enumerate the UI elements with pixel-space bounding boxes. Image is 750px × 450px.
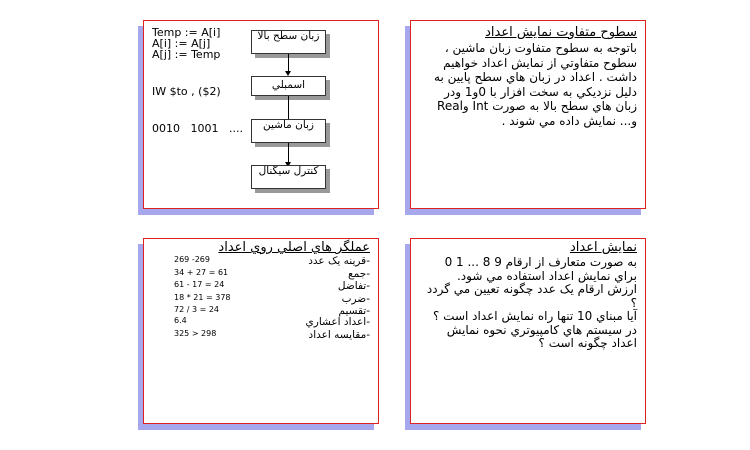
slide-language-levels	[143, 20, 379, 209]
flow-box-machine: زبان ماشين	[251, 119, 326, 143]
slide-frame	[143, 20, 379, 209]
example-expression: 61 - 17 = 24	[174, 280, 225, 289]
operator-label: -ضرب	[341, 293, 370, 305]
list-item	[144, 293, 378, 305]
operator-label: -قرينه يک عدد	[308, 255, 370, 267]
list-item	[144, 329, 378, 341]
down-arrow-icon	[288, 96, 289, 120]
operator-label: -تفاضل	[337, 280, 370, 292]
slide-number-representation	[410, 238, 646, 424]
example-expression: 6.4	[174, 316, 187, 325]
list-item	[144, 280, 378, 292]
slide-title: سطوح متفاوت نمايش اعداد	[485, 25, 637, 40]
paragraph: آيا مبناي 10 تنها راه نمايش اعداد است ؟	[432, 309, 637, 323]
slide-title: عملگر هاي اصلي روي اعداد	[218, 240, 370, 255]
code-line: A[j] := Temp	[152, 48, 221, 61]
flow-box-control-signal: کنترل سيگنال	[251, 165, 326, 189]
example-expression: 325 > 298	[174, 329, 217, 338]
slide-frame	[410, 20, 646, 209]
paragraph: ارزش ارقام يک عدد چگونه تعيين مي گردد ؟	[426, 282, 637, 310]
code-line: A[i] := A[j]	[152, 37, 211, 50]
list-item	[144, 316, 378, 328]
slide-operators	[143, 238, 379, 424]
slide-frame	[410, 238, 646, 424]
flow-box-assembly: اسمبلي	[251, 76, 326, 96]
operator-label: -تقسيم	[338, 305, 370, 317]
paragraph: به صورت متعارف از ارقام 9 8 ... 1 0 براي نمايش اعداد استفاده مي شود.	[444, 255, 637, 283]
binary-line: 0010 1001 ....	[152, 122, 243, 135]
example-expression: 34 + 27 = 61	[174, 268, 229, 277]
slide-title: نمايش اعداد	[569, 240, 637, 255]
list-item	[144, 268, 378, 280]
slide-frame	[143, 238, 379, 424]
flow-box-high-level: زبان سطح بالا	[251, 30, 326, 54]
down-arrow-icon	[288, 54, 289, 72]
down-arrow-icon	[288, 143, 289, 163]
slide-number-levels	[410, 20, 646, 209]
list-item	[144, 255, 378, 267]
example-expression: 269 -269	[174, 255, 210, 264]
operator-label: -مقايسه اعداد	[308, 329, 370, 341]
example-expression: 18 * 21 = 378	[174, 293, 231, 302]
operator-label: -جمع	[348, 268, 370, 280]
operator-label: -اعداد اعشاري	[305, 316, 370, 328]
paragraph: در سيستم هاي کامپيوتري نحوه نمايش اعداد چگونه است ؟	[446, 322, 637, 350]
assembly-line: IW $to , ($2)	[152, 85, 221, 98]
slide-body: باتوجه به سطوح متفاوت زبان ماشين ، سطوح متفاوتي از نمايش اعداد خواهيم داشت . اعداد در زبان هاي سطح پايين به دليل نزديکي به سخت افزار با 0و1 ودر زبان هاي سطح بالا به صورت Int وReal و... نمايش داده مي شوند .	[434, 41, 637, 128]
example-expression: 72 / 3 = 24	[174, 305, 220, 314]
code-line: Temp := A[i]	[152, 26, 221, 39]
